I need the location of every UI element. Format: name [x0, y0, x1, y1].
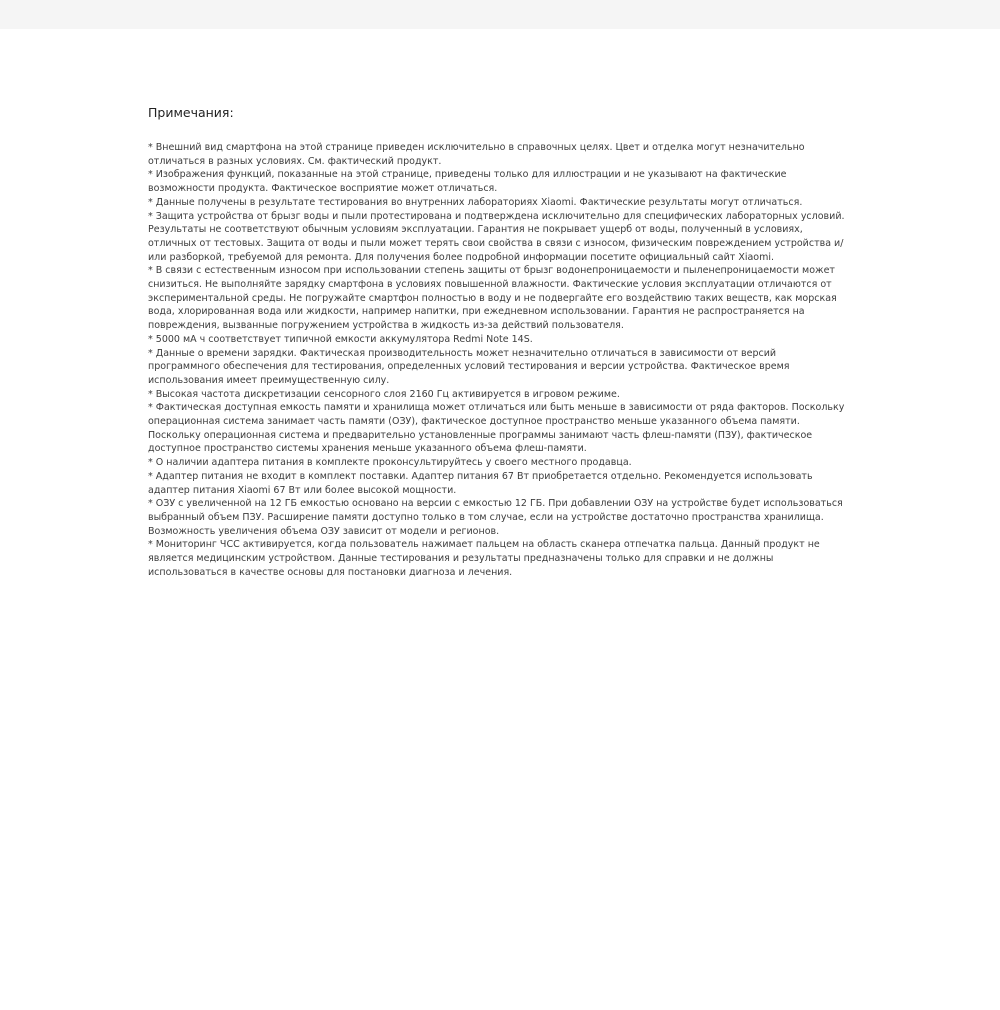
- notes-section: [148, 104, 845, 580]
- note-item: * Мониторинг ЧСС активируется, когда пользователь нажимает пальцем на область сканера отпечатка пальца. Данный продукт не является медицинским устройством. Данные тестирования и результаты предназначены только для справки и не должны использоваться в качестве основы для постановки диагноза и лечения.: [148, 539, 820, 578]
- notes-list: [148, 141, 845, 580]
- note-item: * Данные о времени зарядки. Фактическая производительность может незначительно отличаться в зависимости от версий программного обеспечения для тестирования, определенных условий тестирования и версии устройства. Фактическое время использования имеет преимущественную силу.: [148, 347, 790, 386]
- note-item: * 5000 мА ч соответствует типичной емкости аккумулятора Redmi Note 14S.: [148, 333, 533, 345]
- note-item: * В связи с естественным износом при использовании степень защиты от брызг водонепроницаемости и пыленепроницаемости может снизиться. Не выполняйте зарядку смартфона в условиях повышенной влажности. Фактические условия эксплуатации отличаются от экспериментальной среды. Не погружайте смартфон полностью в воду и не подвергайте его воздействию таких веществ, как морская вода, хлорированная вода или жидкости, например напитки, при ежедневном использовании. Гарантия не распространяется на повреждения, вызванные погружением устройства в жидкость из-за действий пользователя.: [148, 265, 837, 332]
- note-item: * Защита устройства от брызг воды и пыли протестирована и подтверждена исключительно для специфических лабораторных условий. Результаты не соответствуют обычным условиям эксплуатации. Гарантия не покрывает ущерб от воды, полученный в условиях, отличных от тестовых. Защита от воды и пыли может терять свои свойства в связи с износом, физическим повреждением устройства и/или разборкой, требуемой для ремонта. Для получения более подробной информации посетите официальный сайт Xiaomi.: [148, 210, 845, 263]
- note-item: * Высокая частота дискретизации сенсорного слоя 2160 Гц активируется в игровом режиме.: [148, 388, 620, 400]
- note-item: * Адаптер питания не входит в комплект поставки. Адаптер питания 67 Вт приобретается отдельно. Рекомендуется использовать адаптер питания Xiaomi 67 Вт или более высокой мощности.: [148, 470, 813, 496]
- note-item: * О наличии адаптера питания в комплекте проконсультируйтесь у своего местного продавца.: [148, 457, 632, 469]
- top-bar: [0, 0, 1000, 29]
- note-item: * Фактическая доступная емкость памяти и хранилища может отличаться или быть меньше в зависимости от ряда факторов. Поскольку операционная система занимает часть памяти (ОЗУ), фактическое доступное пространство меньше указанного объема памяти. Поскольку операционная система и предварительно установленные программы занимают часть флеш-памяти (ПЗУ), фактическое доступное пространство системы хранения меньше указанного объема флеш-памяти.: [148, 402, 845, 455]
- note-item: * ОЗУ с увеличенной на 12 ГБ емкостью основано на версии с емкостью 12 ГБ. При добавлении ОЗУ на устройстве будет использоваться выбранный объем ПЗУ. Расширение памяти доступно только в том случае, если на устройстве достаточно пространства хранилища. Возможность увеличения объема ОЗУ зависит от модели и регионов.: [148, 498, 843, 537]
- note-item: * Данные получены в результате тестирования во внутренних лабораториях Xiaomi. Фактические результаты могут отличаться.: [148, 196, 803, 208]
- note-item: * Изображения функций, показанные на этой странице, приведены только для иллюстрации и не указывают на фактические возможности продукта. Фактическое восприятие может отличаться.: [148, 169, 787, 195]
- notes-title: Примечания:: [148, 105, 234, 120]
- note-item: * Внешний вид смартфона на этой странице приведен исключительно в справочных целях. Цвет и отделка могут незначительно отличаться в разных условиях. См. фактический продукт.: [148, 142, 805, 167]
